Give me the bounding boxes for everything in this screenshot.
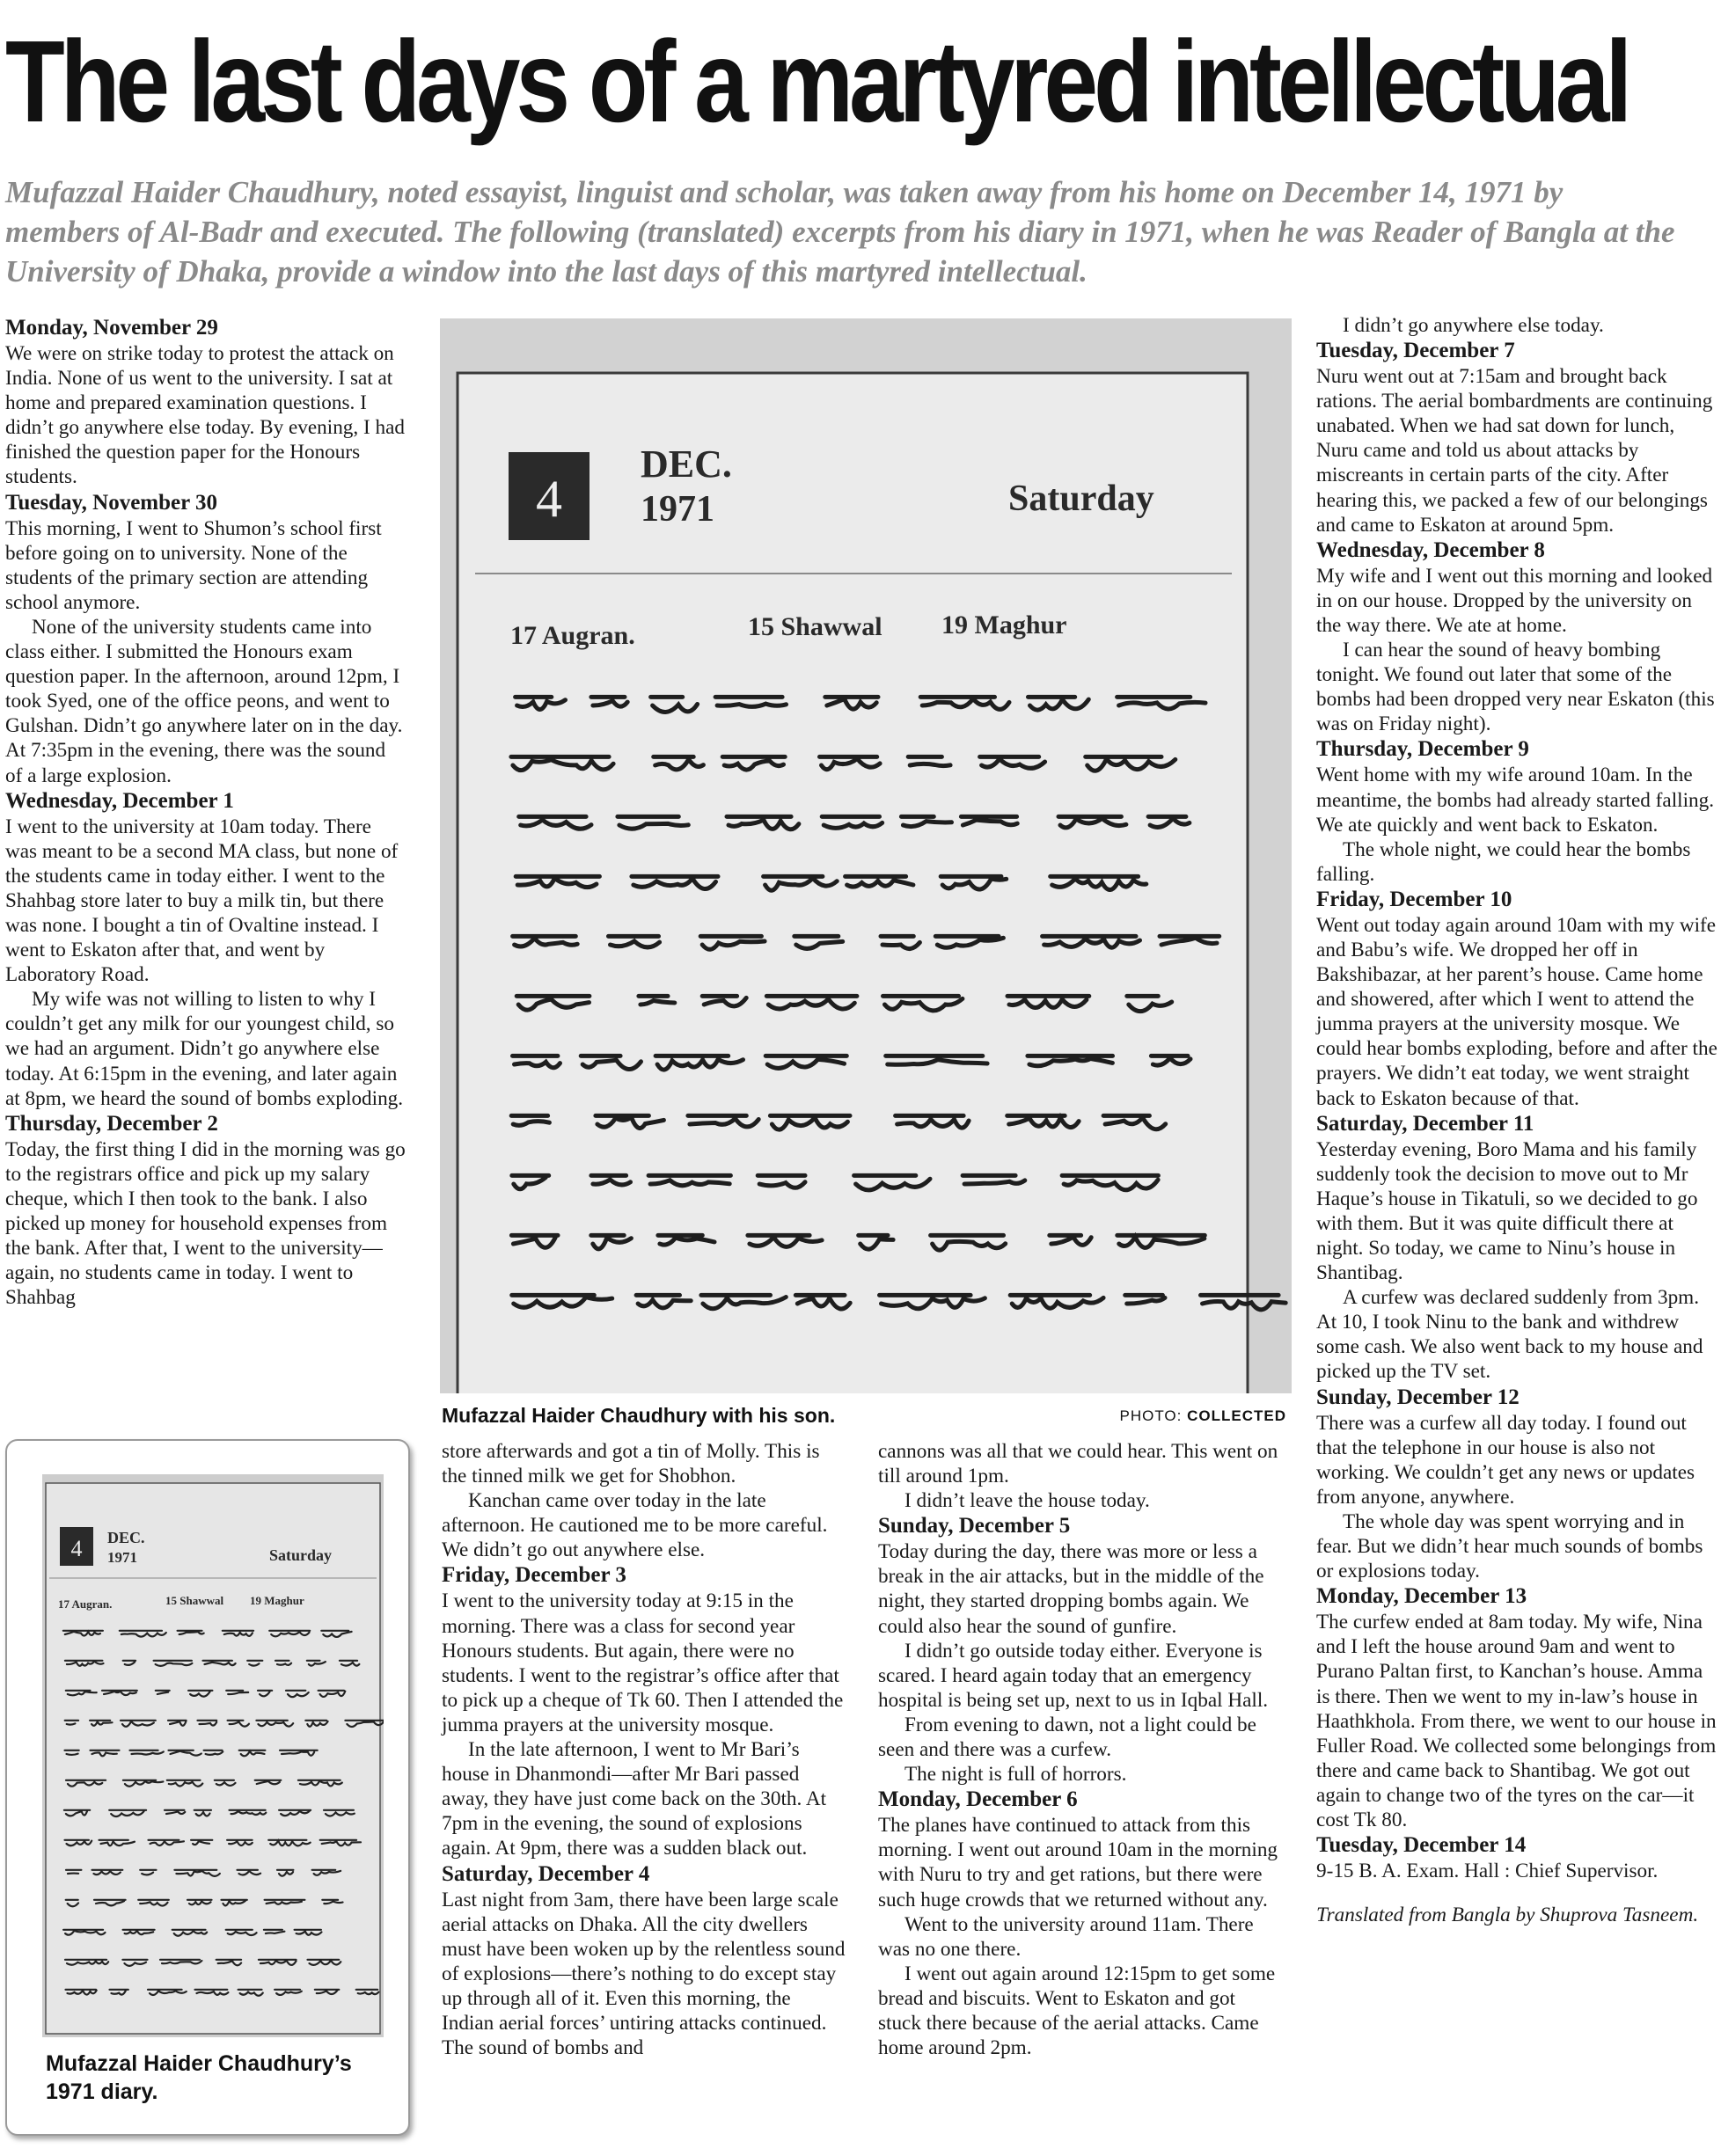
- entry-text: The whole day was spent worrying and in fear. But we didn’t hear much sounds of bombs or explosions today.: [1316, 1509, 1703, 1583]
- entry-date: Saturday, December 11: [1316, 1111, 1534, 1136]
- entry-date: Sunday, December 5: [878, 1514, 1071, 1538]
- entry-text: My wife was not willing to listen to why I couldn’t get any milk for our youngest child, so we had an argument. Didn’t go anywhere else today. At 6:15pm in the evening, and later again at 8pm, we heard the sound of bombs exploding.: [5, 988, 404, 1110]
- article-column-4: [1316, 313, 1721, 1927]
- entry-date: Friday, December 3: [442, 1563, 626, 1588]
- inset-other-date: 19 Maghur: [250, 1594, 304, 1607]
- inset-bangla-date: 17 Augran.: [58, 1597, 113, 1611]
- entry-date: Thursday, December 2: [5, 1111, 218, 1136]
- inset-caption: Mufazzal Haider Chaudhury’s 1971 diary.: [46, 2051, 352, 2104]
- diary-inset-image: [42, 1474, 384, 2037]
- diary-month: DEC.: [641, 442, 732, 486]
- diary-bangla-date: 17 Augran.: [510, 621, 635, 650]
- standfirst: Mufazzal Haider Chaudhury, noted essayist, linguist and scholar, was taken away from his home on December 14, 1971 by members of Al-Badr and executed. The following (translated) excerpts from his diary in 1971, when he was Reader of Bangla at the University of Dhaka, provide a window into the last days of this martyred intellectual.: [5, 175, 1675, 289]
- entry-text: Nuru went out at 7:15am and brought back rations. The aerial bombardments are continuing unabated. When we had sat down for lunch, Nuru came and told us about attacks by miscreants in certain parts of the city. After hearing this, we packed a few of our belongings and came to Eskaton at around 5pm.: [1316, 365, 1713, 537]
- inset-day-number: 4: [70, 1536, 83, 1561]
- photo-caption: [442, 1404, 1286, 1428]
- entry-date: Tuesday, November 30: [5, 490, 218, 515]
- entry-text: Went to the university around 11am. There was no one there.: [878, 1912, 1254, 1961]
- photo-credit-label: PHOTO:: [1119, 1407, 1183, 1424]
- entry-text: The planes have continued to attack from this morning. I went out around 10am in the morning with Nuru to try and get rations, but there were such huge crowds that we returned without any.: [878, 1814, 1278, 1911]
- entry-text: Yesterday evening, Boro Mama and his family suddenly took the decision to move out to Mr Haque’s house in Tikatuli, so we decided to go with them. But it was quite difficult there at night. So today, we came to Ninu’s house in Shantibag.: [1316, 1137, 1698, 1285]
- entry-text: I didn’t go outside today either. Everyone is scared. I heard again today that an emergency hospital is being set up, next to us in Iqbal Hall.: [878, 1639, 1269, 1712]
- entry-date: Wednesday, December 8: [1316, 537, 1545, 562]
- entry-text: Kanchan came over today in the late afternoon. He cautioned me to be more careful. We didn’t go out anywhere else.: [442, 1489, 828, 1562]
- entry-text: Went home with my wife around 10am. In the meantime, the bombs had already started falling. We ate quickly and went back to Eskaton.: [1316, 764, 1715, 837]
- diary-inset-photo: [42, 1474, 384, 2037]
- entry-date: Monday, November 29: [5, 316, 218, 340]
- entry-text: The curfew ended at 8am today. My wife, Nina and I left the house around 9am and went to Purano Paltan first, to Kanchan’s house. Amma is there. Then we went to my in-law’s house in Haathkhola. From there, we went to our house in Fuller Road. We collected some belongings from there and came back to Shantibag. We got out again to change two of the tyres on the car—it cost Tk 80.: [1316, 1611, 1717, 1831]
- entry-text: Last night from 3am, there have been large scale aerial attacks on Dhaka. All the city dwellers must have been woken up by the relentless sound of explosions—there’s nothing to do except stay up through all of it. Even this morning, the Indian aerial forces’ untiring attacks continued. The sound of bombs and: [442, 1888, 846, 2060]
- entry-date: Friday, December 10: [1316, 887, 1512, 911]
- headline: The last days of a martyred intellectual: [5, 17, 1629, 146]
- entry-text: The night is full of horrors.: [904, 1763, 1127, 1787]
- diary-page-image: [440, 318, 1292, 1393]
- entry-date: Thursday, December 9: [1316, 737, 1529, 762]
- entry-text: In the late afternoon, I went to Mr Bari’s house in Dhanmondi—after Mr Bari passed away, they have just come back on the 30th. At 7pm in the evening, the sound of explosions again. At 9pm, there was a sudden black out.: [442, 1738, 827, 1860]
- diary-photo: [440, 318, 1292, 1393]
- photo-credit-value: COLLECTED: [1187, 1407, 1286, 1424]
- translator-credit: Translated from Bangla by Shuprova Tasneem.: [1316, 1904, 1699, 1927]
- entry-text: None of the university students came into class either. I submitted the Honours exam question paper. In the afternoon, around 12pm, I took Syed, one of the office peons, and went to Gulshan. Didn’t go anywhere later on in the day. At 7:35pm in the evening, there was the sound of a large explosion.: [5, 615, 403, 787]
- entry-text: A curfew was declared suddenly from 3pm. At 10, I took Ninu to the bank and withdrew some cash. We also went back to my house and picked up the TV set.: [1316, 1286, 1703, 1384]
- entry-date: Wednesday, December 1: [5, 788, 234, 813]
- diary-other-date: 19 Maghur: [941, 610, 1067, 639]
- handwritten-word: [277, 1870, 293, 1876]
- diary-weekday: Saturday: [1008, 479, 1154, 519]
- entry-text: This morning, I went to Shumon’s school first before going on to university. None of the students of the primary section are attending school anymore.: [5, 516, 382, 614]
- entry-text: Today during the day, there was more or less a break in the air attacks, but in the middle of the night, they started dropping bombs again. We could also hear the sound of gunfire.: [878, 1540, 1264, 1638]
- entry-text: Went out today again around 10am with my wife and Babu’s wife. We dropped her off in Bakshibazar, at her parent’s house. Came home and showered, after which I went to attend the jumma prayers at the university mosque. We could hear bombs exploding, before and after the prayers. We didn’t eat today, we went straight back to Eskaton because of that.: [1316, 913, 1717, 1110]
- entry-date: Tuesday, December 14: [1316, 1833, 1527, 1858]
- photo-credit: [1120, 1407, 1287, 1425]
- entry-date: Saturday, December 4: [442, 1861, 650, 1886]
- diary-inset-box: [5, 1439, 410, 2136]
- photo-caption-text: Mufazzal Haider Chaudhury with his son.: [442, 1404, 836, 1427]
- entry-date: Monday, December 13: [1316, 1584, 1527, 1609]
- entry-text: Today, the first thing I did in the morning was go to the registrars office and pick up my salary cheque, which I then took to the bank. I also picked up money for household expenses from the bank. After that, I went to the university—again, no students came in today. I went to Shahbag: [5, 1137, 406, 1310]
- entry-text: The whole night, we could hear the bombs falling.: [1316, 837, 1691, 886]
- inset-weekday: Saturday: [269, 1546, 333, 1564]
- entry-text: We were on strike today to protest the attack on India. None of us went to the university. I sat at home and prepared examination questions. I didn’t go anywhere else today. By evening, I had finished the question paper for the Honours students.: [5, 342, 405, 489]
- entry-date: Sunday, December 12: [1316, 1385, 1520, 1409]
- entry-text: cannons was all that we could hear. This went on till around 1pm.: [878, 1440, 1278, 1488]
- entry-text: I went out again around 12:15pm to get some bread and biscuits. Went to Eskaton and got stuck there because of the aerial attacks. Came home around 2pm.: [878, 1962, 1276, 2060]
- entry-date: Tuesday, December 7: [1316, 339, 1515, 363]
- entry-text: I went to the university at 10am today. There was meant to be a second MA class, but none of the students came in today either. I went to the Shahbag store later to buy a milk tin, but there was none. I bought a tin of Ovaltine instead. I went to Eskaton after that, and went by Laboratory Road.: [5, 815, 399, 987]
- diary-year: 1971: [641, 489, 714, 530]
- entry-text: I went to the university today at 9:15 in the morning. There was a class for second year Honours students. But again, there were no students. I went to the registrar’s office after that to pick up a cheque of Tk 60. Then I attended the jumma prayers at the university mosque.: [442, 1590, 844, 1736]
- entry-text: store afterwards and got a tin of Molly. This is the tinned milk we get for Shobhon.: [442, 1440, 820, 1488]
- entry-text: 9-15 B. A. Exam. Hall : Chief Supervisor.: [1316, 1860, 1659, 1883]
- article-column-2: [442, 1439, 846, 2060]
- article-column-1: [5, 315, 406, 1310]
- entry-text: There was a curfew all day today. I found out that the telephone in our house is also not working. We couldn’t get any news or updates from anyone, anywhere.: [1316, 1411, 1695, 1509]
- entry-text: I can hear the sound of heavy bombing tonight. We found out later that some of the bombs had been dropped very near Eskaton (this was on Friday night).: [1316, 639, 1715, 736]
- entry-text: I didn’t go anywhere else today.: [1343, 314, 1604, 337]
- entry-date: Monday, December 6: [878, 1787, 1078, 1812]
- diary-hijri-date: 15 Shawwal: [748, 612, 882, 641]
- diary-day-number: 4: [536, 470, 562, 528]
- entry-text: My wife and I went out this morning and looked in on our house. Dropped by the university on the way there. We ate at home.: [1316, 564, 1713, 637]
- inset-year: 1971: [107, 1549, 137, 1566]
- inset-month: DEC.: [107, 1529, 145, 1546]
- handwritten-word: [230, 1810, 267, 1815]
- inset-hijri-date: 15 Shawwal: [165, 1594, 224, 1607]
- entry-text: I didn’t leave the house today.: [904, 1489, 1150, 1513]
- entry-text: From evening to dawn, not a light could be seen and there was a curfew.: [878, 1713, 1256, 1762]
- article-column-3: [878, 1439, 1283, 2060]
